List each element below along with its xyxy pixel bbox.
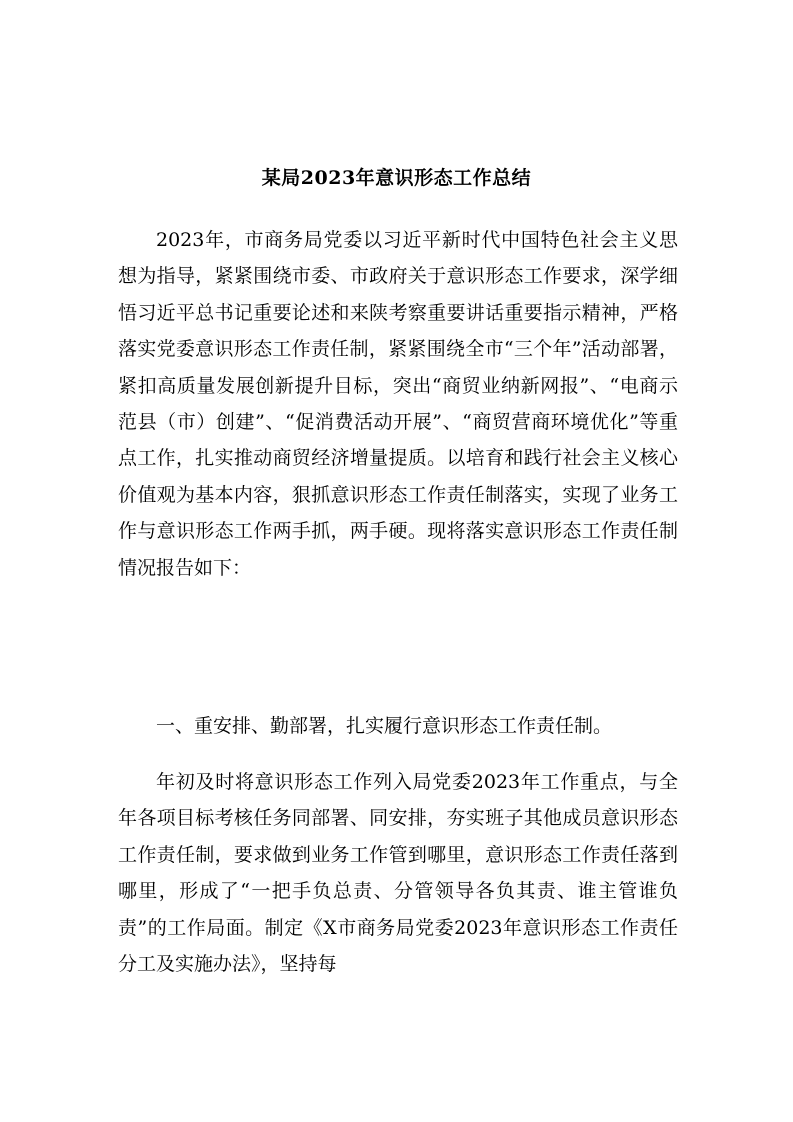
document-title: 某局2023年意识形态工作总结 — [261, 167, 532, 189]
section-heading-1: 一、重安排、勤部署，扎实履行意识形态工作责任制。 — [156, 715, 613, 737]
paragraph-intro: 2023年，市商务局党委以习近平新时代中国特色社会主义思想为指导，紧紧围绕市委、市政府关于意识形态工作要求，深学细悟习近平总书记重要论述和来陕考察重要讲话重要指示精神，严格落实党委意识形态工作责任制，紧紧围绕全市“三个年”活动部署，紧扣高质量发展创新提升目标，突出“商贸业纳新网报”、“电商示范县（市）创建”、“促消费活动开展”、“商贸营商环境优化”等重点工作，扎实推动商贸经济增量提质。以培育和践行社会主义核心价值观为基本内容，狠抓意识形态工作责任制落实，实现了业务工作与意识形态工作两手抓，两手硬。现将落实意识形态工作责任制情况报告如下： — [118, 229, 678, 579]
paragraph-section-1: 年初及时将意识形态工作列入局党委2023年工作重点，与全年各项目标考核任务同部署、同安排，夯实班子其他成员意识形态工作责任制，要求做到业务工作管到哪里，意识形态工作责任落到哪里，形成了“一把手负总责、分管领导各负其责、谁主管谁负责”的工作局面。制定《X市商务局党委2023年意识形态工作责任分工及实施办法》，坚持每 — [118, 771, 678, 976]
